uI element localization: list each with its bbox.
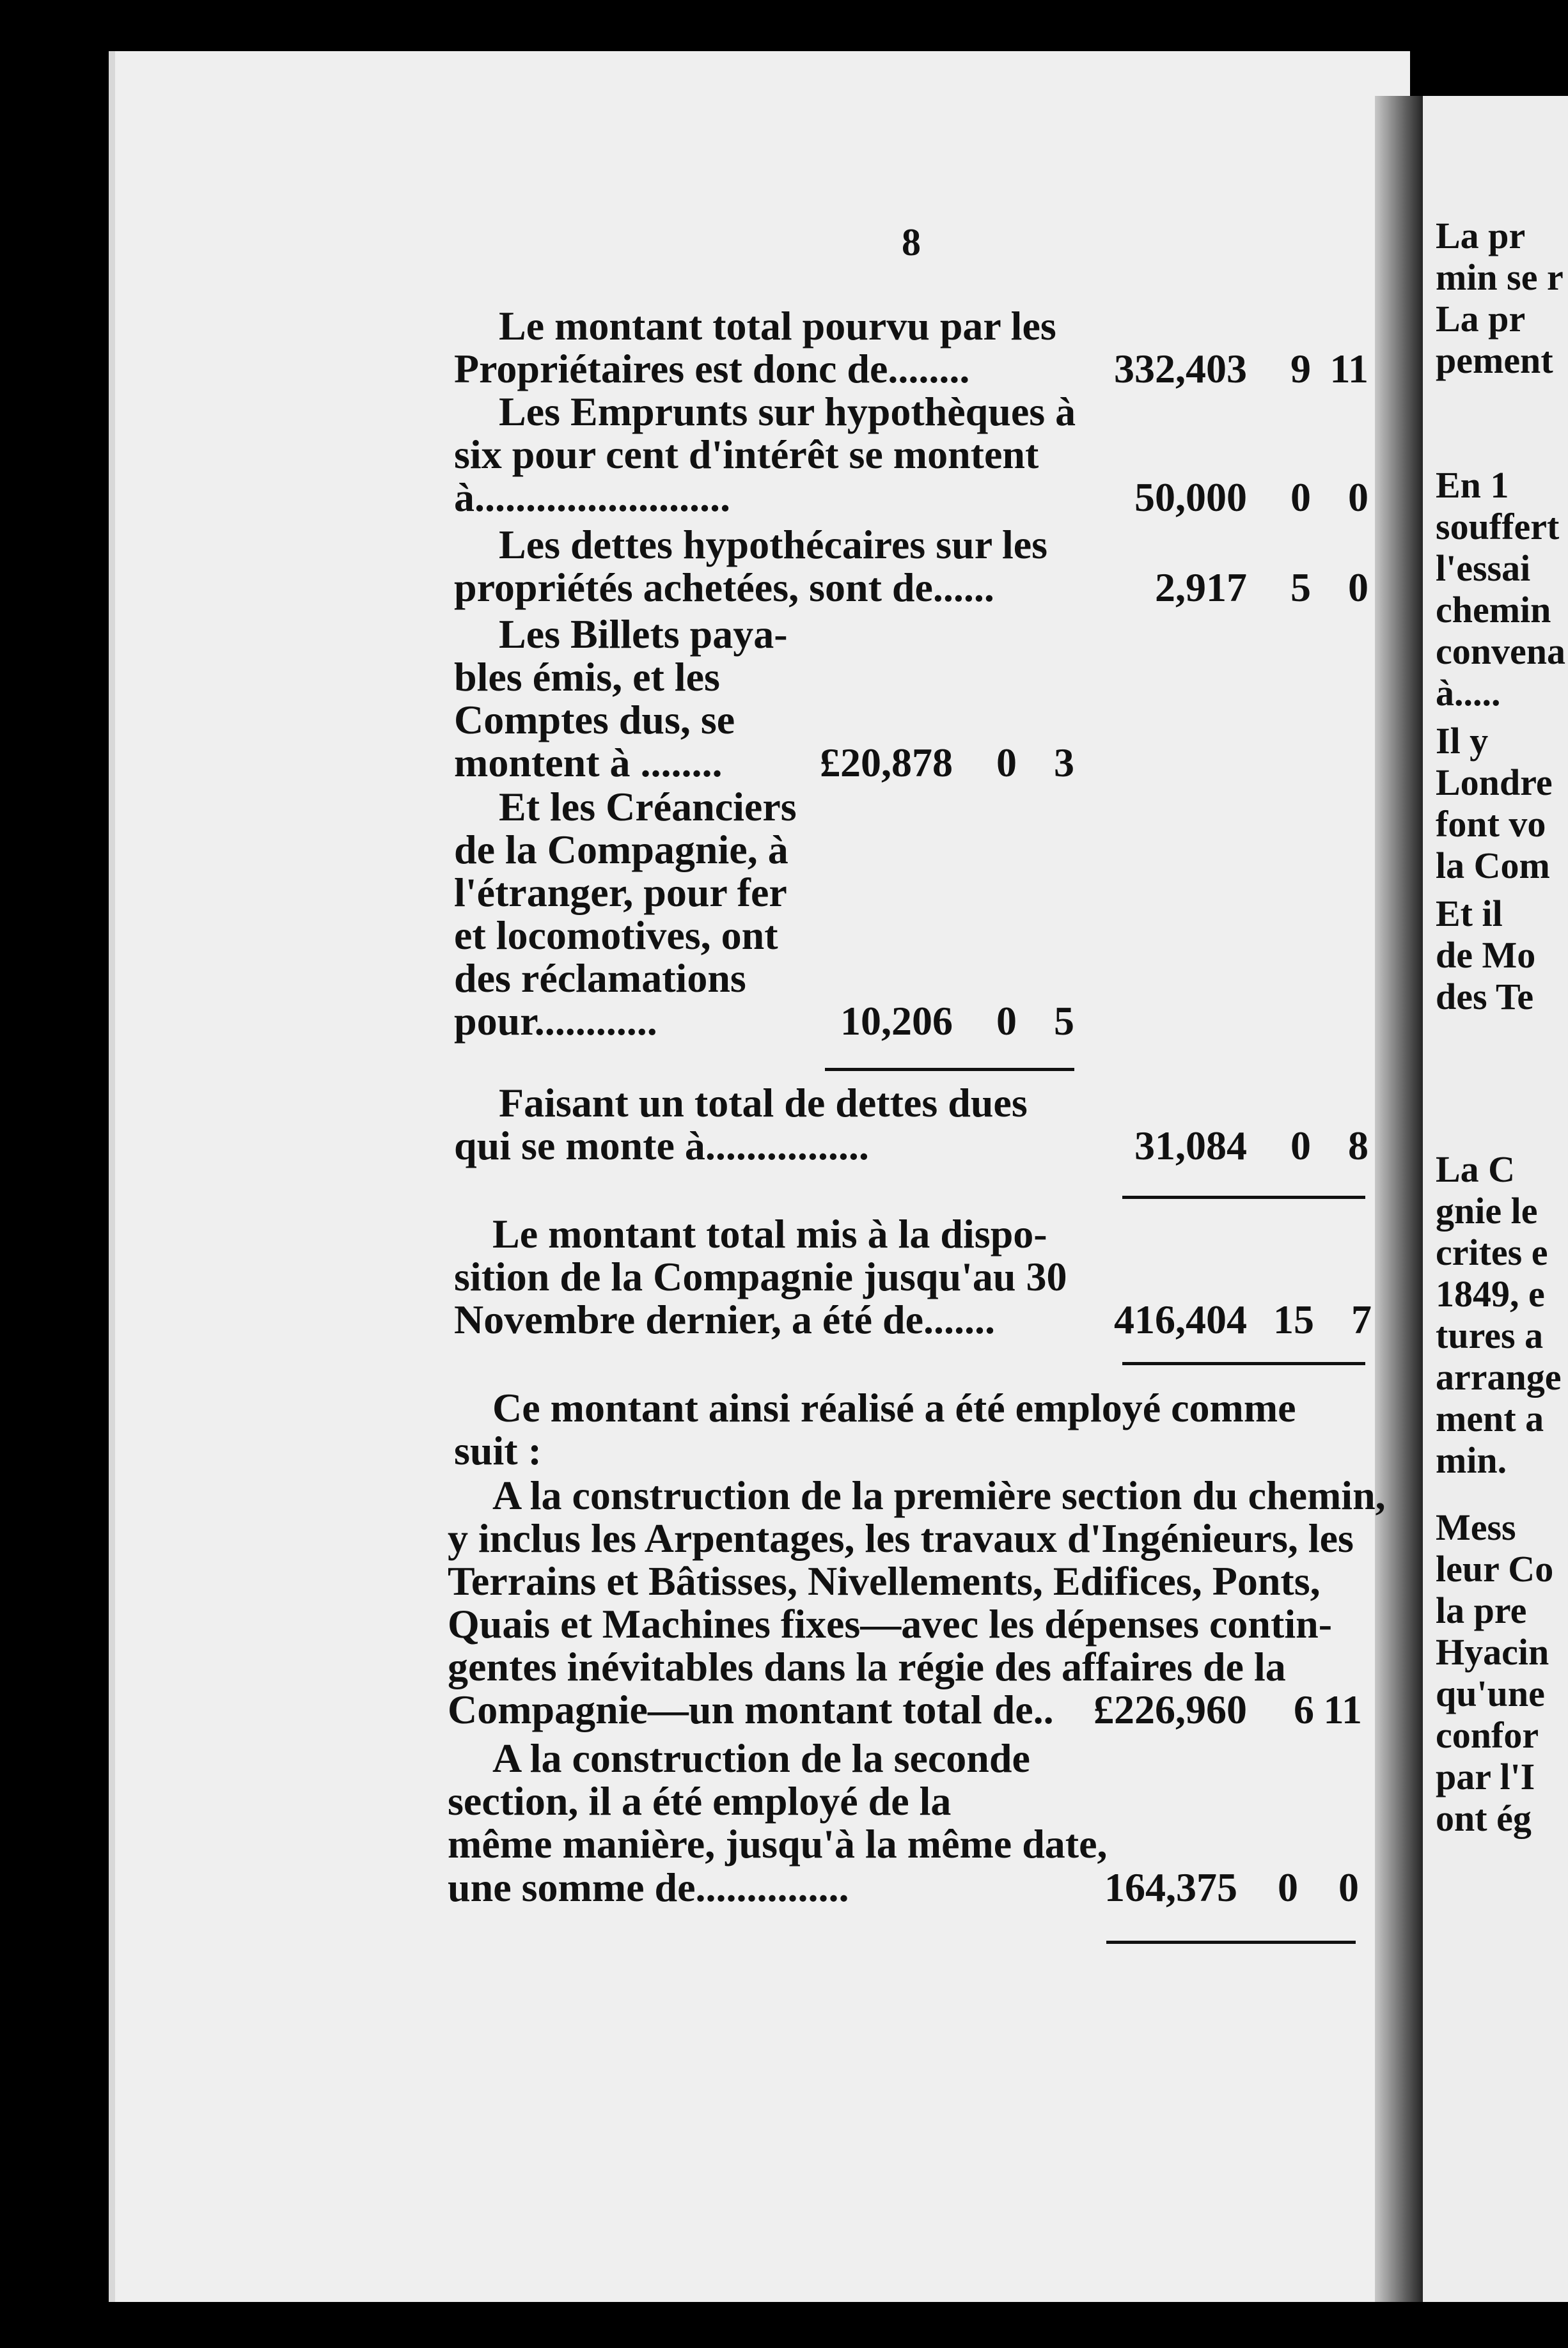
text-line: des réclamations	[454, 955, 746, 1001]
facing-page-line: Il y	[1436, 720, 1489, 762]
facing-page-line: crites e	[1436, 1232, 1548, 1273]
facing-page-line: convena	[1436, 630, 1565, 672]
text-line: Novembre dernier, a été de.......	[454, 1297, 996, 1342]
amount-pounds: 332,403	[1114, 346, 1247, 391]
text-line: et locomotives, ont	[454, 912, 778, 958]
facing-page-line: Et il	[1436, 893, 1503, 934]
facing-page-line: la pre	[1436, 1590, 1527, 1631]
amount-pence: 0	[1338, 1865, 1359, 1910]
facing-page-line: des Te	[1436, 976, 1534, 1017]
text-line: A la construction de la seconde	[492, 1735, 1030, 1781]
text-line: Les dettes hypothécaires sur les	[499, 522, 1048, 567]
text-line: Ce montant ainsi réalisé a été employé comme	[492, 1385, 1296, 1430]
text-line: A la construction de la première section du chemin,	[492, 1473, 1386, 1518]
amount-pounds: 31,084	[1134, 1123, 1247, 1168]
text-line: qui se monte à................	[454, 1123, 869, 1168]
amount-pence: 8	[1348, 1123, 1368, 1168]
facing-page-line: de Mo	[1436, 934, 1536, 976]
amount-pounds: 2,917	[1155, 565, 1247, 610]
amount-pounds: 164,375	[1104, 1865, 1237, 1910]
facing-page-line: Londre	[1436, 762, 1553, 803]
text-line: Le montant total pourvu par les	[499, 303, 1056, 348]
facing-page-line: l'essai	[1436, 547, 1531, 589]
amount-pounds: 416,404	[1114, 1297, 1247, 1342]
text-line: six pour cent d'intérêt se montent	[454, 432, 1039, 477]
facing-page-line: min se r	[1436, 256, 1564, 298]
facing-page-line: la Com	[1436, 845, 1550, 886]
facing-page-line: pement	[1436, 340, 1553, 381]
facing-page	[1423, 96, 1568, 2302]
text-line: Et les Créanciers	[499, 784, 797, 829]
facing-page-line: souffert	[1436, 506, 1560, 547]
facing-page-line: min.	[1436, 1439, 1507, 1481]
amount-pounds: £20,878	[820, 740, 953, 785]
text-line: même manière, jusqu'à la même date,	[448, 1821, 1108, 1867]
facing-page-line: En 1	[1436, 464, 1509, 506]
text-line: de la Compagnie, à	[454, 827, 788, 872]
amount-pence: 3	[1054, 740, 1074, 785]
text-line: y inclus les Arpentages, les travaux d'Ingénieurs, les	[448, 1515, 1354, 1561]
text-line: Compagnie—un montant total de..	[448, 1687, 1054, 1732]
facing-page-line: La C	[1436, 1148, 1516, 1190]
text-line: Terrains et Bâtisses, Nivellements, Edifices, Ponts,	[448, 1558, 1321, 1604]
text-line: gentes inévitables dans la régie des affaires de la	[448, 1644, 1286, 1689]
text-line: sition de la Compagnie jusqu'au 30	[454, 1254, 1067, 1299]
facing-page-line: confor	[1436, 1714, 1539, 1756]
amount-shillings: 0	[996, 998, 1017, 1044]
sum-rule	[1106, 1941, 1356, 1944]
amount-shillings: 0	[1290, 1123, 1311, 1168]
text-line: à.........................	[454, 474, 730, 520]
sum-rule	[825, 1068, 1074, 1071]
facing-page-line: La pr	[1436, 298, 1526, 340]
facing-page-line: leur Co	[1436, 1548, 1554, 1590]
text-line: Faisant un total de dettes dues	[499, 1080, 1028, 1125]
amount-pence: 0	[1348, 474, 1368, 520]
text-line: pour............	[454, 998, 657, 1044]
amount-pence: 7	[1351, 1297, 1372, 1342]
facing-page-line: arrange	[1436, 1356, 1562, 1398]
facing-page-line: 1849, e	[1436, 1273, 1545, 1315]
text-line: suit :	[454, 1428, 542, 1473]
amount-shillings: 15	[1273, 1297, 1314, 1342]
text-line: bles émis, et les	[454, 654, 720, 700]
text-line: Les Emprunts sur hypothèques à	[499, 389, 1076, 434]
text-line: propriétés achetées, sont de......	[454, 565, 994, 610]
amount-pounds: 10,206	[840, 998, 953, 1044]
facing-page-line: La pr	[1436, 215, 1526, 256]
amount-pence: 0	[1348, 565, 1368, 610]
facing-page-line: Hyacin	[1436, 1631, 1549, 1673]
facing-page-line: qu'une	[1436, 1673, 1545, 1714]
amount-shillings: 0	[1278, 1865, 1298, 1910]
facing-page-line: chemin	[1436, 589, 1551, 630]
page-number: 8	[902, 221, 921, 263]
amount-pence: 11	[1329, 346, 1368, 391]
text-line: Comptes dus, se	[454, 697, 735, 742]
text-line: Propriétaires est donc de........	[454, 346, 970, 391]
facing-page-line: à.....	[1436, 672, 1501, 714]
amount-shillings: 6	[1294, 1687, 1314, 1732]
facing-page-line: gnie le	[1436, 1190, 1538, 1232]
text-line: section, il a été employé de la	[448, 1778, 952, 1824]
binding-shadow	[1375, 96, 1426, 2302]
text-line: Les Billets paya-	[499, 611, 788, 657]
facing-page-line: Mess	[1436, 1507, 1516, 1548]
amount-pence: 11	[1323, 1687, 1362, 1732]
facing-page-line: par l'I	[1436, 1756, 1535, 1797]
facing-page-line: font vo	[1436, 803, 1546, 845]
amount-shillings: 0	[996, 740, 1017, 785]
amount-shillings: 0	[1290, 474, 1311, 520]
text-line: l'étranger, pour fer	[454, 870, 787, 915]
amount-pence: 5	[1054, 998, 1074, 1044]
facing-page-line: ont ég	[1436, 1797, 1532, 1839]
sum-rule	[1122, 1362, 1365, 1365]
amount-pounds: £226,960	[1094, 1687, 1247, 1732]
facing-page-line: ment a	[1436, 1398, 1544, 1439]
text-line: montent à ........	[454, 740, 723, 785]
facing-page-line: tures a	[1436, 1315, 1544, 1356]
text-line: une somme de...............	[448, 1865, 849, 1910]
amount-shillings: 5	[1290, 565, 1311, 610]
text-line: Le montant total mis à la dispo-	[492, 1211, 1047, 1256]
amount-pounds: 50,000	[1134, 474, 1247, 520]
amount-shillings: 9	[1290, 346, 1311, 391]
text-line: Quais et Machines fixes—avec les dépenses contin-	[448, 1601, 1332, 1647]
sum-rule	[1122, 1196, 1365, 1199]
